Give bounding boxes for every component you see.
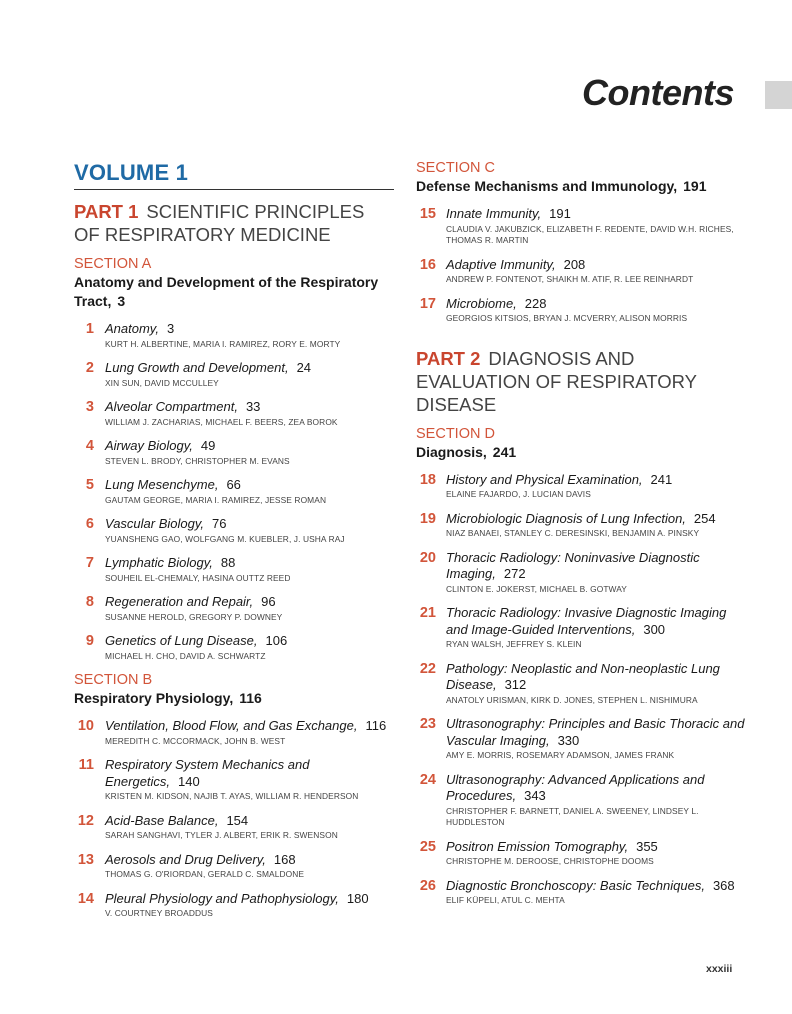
- chapter-title: Ultrasonography: Advanced Applications and Procedures,: [446, 771, 705, 803]
- chapter-authors: AMY E. MORRIS, ROSEMARY ADAMSON, JAMES FRANK: [446, 750, 675, 760]
- chapter-number: 10: [77, 718, 94, 734]
- chapter-authors: MEREDITH C. MCCORMACK, JOHN B. WEST: [105, 735, 286, 746]
- chapter-entry: [416, 296, 746, 325]
- chapter-title: Regeneration and Repair,: [105, 594, 254, 609]
- chapter-number: 9: [85, 633, 94, 649]
- chapter-title: Innate Immunity,: [446, 206, 542, 221]
- section-label: SECTION B: [74, 672, 153, 688]
- chapter-title: Alveolar Compartment,: [105, 399, 238, 414]
- chapter-number: 14: [77, 890, 94, 907]
- chapter-number: 1: [85, 321, 94, 337]
- chapter-title-line: [446, 605, 746, 638]
- chapter-title: Positron Emission Tomography,: [446, 838, 629, 854]
- chapter-title-line: [446, 472, 746, 489]
- chapter-authors: NIAZ BANAEI, STANLEY C. DERESINSKI, BENJAMIN A. PINSKY: [446, 528, 700, 538]
- chapter-number: 6: [85, 516, 94, 532]
- chapter-page: 76: [212, 516, 227, 531]
- chapter-page: 208: [563, 256, 586, 272]
- chapter-list: [416, 472, 746, 907]
- chapter-entry: [416, 550, 746, 596]
- chapter-page: 355: [636, 838, 658, 854]
- chapter-title: Vascular Biology,: [105, 516, 204, 531]
- chapter-title-line: [446, 716, 746, 749]
- part-heading: [74, 200, 394, 246]
- chapter-page: 300: [643, 621, 666, 637]
- chapter-authors: CLAUDIA V. JAKUBZICK, ELIZABETH F. REDENTE, DAVID W.H. RICHES, THOMAS R. MARTIN: [446, 223, 734, 245]
- chapter-page: 140: [178, 773, 200, 789]
- chapter-page: 33: [245, 399, 261, 414]
- chapter-page: 180: [346, 890, 369, 906]
- edge-tab-marker: [765, 81, 792, 109]
- chapter-title: Lung Mesenchyme,: [105, 477, 219, 492]
- chapter-title: Ultrasonography: Principles and Basic Thoracic and Vascular Imaging,: [446, 716, 745, 748]
- chapter-title-line: [105, 555, 394, 572]
- chapter-title: Adaptive Immunity,: [446, 256, 556, 272]
- chapter-authors: RYAN WALSH, JEFFREY S. KLEIN: [446, 639, 582, 649]
- chapter-page: 343: [524, 788, 546, 803]
- chapter-list: [74, 321, 394, 662]
- chapter-page: 241: [650, 471, 673, 487]
- chapter-number: 15: [419, 206, 436, 222]
- section-name: [416, 443, 746, 462]
- chapter-authors: CHRISTOPHER F. BARNETT, DANIEL A. SWEENEY, LINDSEY L. HUDDLESTON: [446, 805, 699, 827]
- chapter-page: 96: [261, 594, 276, 609]
- chapter-title: Respiratory System Mechanics and Energetics,: [105, 757, 310, 789]
- chapter-title-line: [105, 852, 394, 869]
- section-page: 3: [117, 293, 126, 309]
- chapter-page: 312: [504, 677, 527, 692]
- section-name-text: Anatomy and Development of the Respiratory Tract,: [74, 274, 379, 309]
- chapter-page: 228: [524, 295, 547, 311]
- chapter-page: 254: [693, 510, 716, 526]
- chapter-title-line: [105, 757, 394, 790]
- chapter-title-line: [446, 550, 746, 583]
- part-number: PART 1: [74, 201, 139, 222]
- chapter-entry: [74, 477, 394, 506]
- chapter-number: 19: [419, 510, 436, 527]
- chapter-list: [416, 206, 746, 325]
- chapter-authors: XIN SUN, DAVID MCCULLEY: [105, 377, 219, 388]
- chapter-title: Diagnostic Bronchoscopy: Basic Techniques,: [446, 877, 705, 893]
- chapter-title: Lymphatic Biology,: [105, 555, 213, 570]
- chapter-entry: [74, 891, 394, 920]
- section-name: [74, 689, 394, 708]
- chapter-authors: GAUTAM GEORGE, MARIA I. RAMIREZ, JESSE ROMAN: [105, 494, 327, 505]
- section-name: [74, 273, 394, 311]
- chapter-entry: [74, 321, 394, 350]
- section-label: SECTION A: [74, 256, 152, 272]
- chapter-title-line: [446, 296, 746, 313]
- chapter-authors: KURT H. ALBERTINE, MARIA I. RAMIREZ, RORY E. MORTY: [105, 338, 341, 349]
- chapter-title: Genetics of Lung Disease,: [105, 633, 258, 648]
- chapter-title-line: [446, 661, 746, 694]
- chapter-title-line: [446, 257, 746, 274]
- chapter-entry: [416, 839, 746, 868]
- chapter-title: Pleural Physiology and Pathophysiology,: [105, 890, 339, 906]
- chapter-number: 21: [419, 605, 436, 621]
- chapter-page: 106: [265, 633, 288, 648]
- section-name-text: Defense Mechanisms and Immunology,: [416, 178, 678, 194]
- chapter-title: Ventilation, Blood Flow, and Gas Exchange,: [105, 718, 358, 733]
- chapter-title: Acid-Base Balance,: [105, 812, 219, 828]
- chapter-title: Pathology: Neoplastic and Non-neoplastic Lung Disease,: [446, 660, 720, 692]
- chapter-title-line: [446, 878, 746, 895]
- chapter-number: 3: [85, 399, 94, 415]
- chapter-number: 8: [85, 594, 94, 610]
- section-name-text: Diagnosis,: [416, 443, 487, 460]
- chapter-title-line: [105, 594, 394, 611]
- chapter-entry: [416, 605, 746, 651]
- chapter-page: 330: [557, 732, 580, 748]
- chapter-entry: [416, 878, 746, 907]
- chapter-number: 18: [419, 471, 436, 488]
- chapter-page: 88: [220, 555, 236, 570]
- part-number: PART 2: [416, 347, 481, 369]
- chapter-title-line: [105, 360, 394, 377]
- chapter-title-line: [105, 399, 394, 416]
- chapter-title-line: [446, 839, 746, 856]
- section-page: 191: [683, 178, 707, 194]
- chapter-entry: [416, 716, 746, 762]
- chapter-title-line: [105, 891, 394, 908]
- chapter-entry: [74, 594, 394, 623]
- chapter-authors: CHRISTOPHE M. DEROOSE, CHRISTOPHE DOOMS: [446, 856, 654, 866]
- chapter-number: 24: [419, 771, 436, 788]
- chapter-title: Thoracic Radiology: Noninvasive Diagnostic Imaging,: [446, 549, 700, 581]
- chapter-number: 23: [419, 716, 436, 732]
- chapter-authors: STEVEN L. BRODY, CHRISTOPHER M. EVANS: [105, 455, 290, 466]
- chapter-authors: MICHAEL H. CHO, DAVID A. SCHWARTZ: [105, 650, 266, 661]
- chapter-entry: [416, 661, 746, 707]
- chapter-authors: V. COURTNEY BROADDUS: [105, 908, 213, 918]
- chapter-entry: [74, 516, 394, 545]
- chapter-entry: [74, 757, 394, 803]
- chapter-title: Lung Growth and Development,: [105, 360, 289, 375]
- chapter-entry: [416, 472, 746, 501]
- chapter-page: 191: [549, 206, 571, 221]
- section-page: 241: [492, 443, 517, 460]
- chapter-title: Microbiologic Diagnosis of Lung Infection,: [446, 510, 686, 526]
- chapter-entry: [416, 511, 746, 540]
- section-page: 116: [239, 690, 262, 706]
- chapter-number: 12: [77, 812, 94, 829]
- chapter-authors: WILLIAM J. ZACHARIAS, MICHAEL F. BEERS, ZEA BOROK: [105, 416, 338, 427]
- chapter-page: 272: [503, 566, 526, 581]
- section-name-text: Respiratory Physiology,: [74, 690, 234, 706]
- chapter-entry: [74, 399, 394, 428]
- chapter-title: Microbiome,: [446, 295, 517, 311]
- section-name: [416, 177, 746, 196]
- chapter-authors: SOUHEIL EL-CHEMALY, HASINA OUTTZ REED: [105, 572, 291, 583]
- chapter-authors: SUSANNE HEROLD, GREGORY P. DOWNEY: [105, 611, 283, 622]
- chapter-page: 49: [200, 438, 216, 453]
- chapter-authors: ELAINE FAJARDO, J. LUCIAN DAVIS: [446, 489, 591, 499]
- chapter-title: History and Physical Examination,: [446, 471, 643, 487]
- chapter-number: 4: [85, 438, 94, 454]
- chapter-title-line: [105, 516, 394, 533]
- chapter-number: 7: [85, 555, 94, 571]
- chapter-title: Thoracic Radiology: Invasive Diagnostic Imaging and Image-Guided Interventions,: [446, 605, 727, 637]
- section-label: SECTION C: [416, 160, 495, 176]
- chapter-entry: [74, 813, 394, 842]
- chapter-page: 24: [296, 360, 312, 375]
- chapter-entry: [416, 257, 746, 286]
- volume-heading: VOLUME 1: [74, 160, 394, 190]
- chapter-entry: [74, 852, 394, 881]
- chapter-number: 16: [419, 256, 436, 273]
- chapter-number: 11: [78, 757, 94, 773]
- chapter-number: 17: [419, 295, 436, 312]
- page-title: Contents: [582, 72, 734, 113]
- chapter-title-line: [446, 511, 746, 528]
- chapter-list: [74, 718, 394, 920]
- chapter-page: 154: [226, 812, 249, 828]
- chapter-entry: [74, 555, 394, 584]
- chapter-number: 5: [85, 477, 94, 493]
- chapter-title-line: [105, 718, 394, 735]
- chapter-number: 13: [77, 851, 94, 868]
- chapter-authors: ANATOLY URISMAN, KIRK D. JONES, STEPHEN L. NISHIMURA: [446, 694, 698, 705]
- chapter-entry: [74, 360, 394, 389]
- chapter-authors: GEORGIOS KITSIOS, BRYAN J. MCVERRY, ALISON MORRIS: [446, 313, 688, 323]
- part-heading: [416, 347, 746, 416]
- chapter-page: 368: [712, 877, 735, 893]
- chapter-title: Aerosols and Drug Delivery,: [105, 851, 266, 867]
- chapter-number: 22: [419, 660, 436, 677]
- part-title-text: DIAGNOSIS AND EVALUATION OF RESPIRATORY DISEASE: [416, 347, 697, 415]
- chapter-authors: SARAH SANGHAVI, TYLER J. ALBERT, ERIK R. SWENSON: [105, 830, 338, 840]
- chapter-title-line: [446, 206, 746, 223]
- chapter-authors: ELIF KÜPELI, ATUL C. MEHTA: [446, 895, 565, 905]
- chapter-page: 3: [166, 321, 175, 336]
- chapter-title-line: [105, 477, 394, 494]
- chapter-entry: [416, 206, 746, 247]
- chapter-number: 26: [419, 877, 436, 894]
- chapter-number: 25: [419, 838, 436, 855]
- chapter-title-line: [105, 813, 394, 830]
- chapter-title-line: [105, 633, 394, 650]
- chapter-page: 66: [226, 477, 241, 492]
- section-label: SECTION D: [416, 425, 495, 442]
- chapter-authors: KRISTEN M. KIDSON, NAJIB T. AYAS, WILLIAM R. HENDERSON: [105, 791, 359, 801]
- chapter-authors: YUANSHENG GAO, WOLFGANG M. KUEBLER, J. USHA RAJ: [105, 533, 345, 544]
- chapter-number: 20: [419, 549, 436, 566]
- chapter-title: Airway Biology,: [105, 438, 193, 453]
- chapter-title-line: [105, 438, 394, 455]
- chapter-authors: ANDREW P. FONTENOT, SHAIKH M. ATIF, R. LEE REINHARDT: [446, 274, 694, 284]
- chapter-title-line: [446, 772, 746, 805]
- chapter-entry: [416, 772, 746, 829]
- chapter-authors: CLINTON E. JOKERST, MICHAEL B. GOTWAY: [446, 583, 627, 594]
- chapter-number: 2: [85, 360, 94, 376]
- chapter-page: 116: [365, 718, 387, 733]
- chapter-title-line: [105, 321, 394, 338]
- chapter-page: 168: [273, 851, 296, 867]
- chapter-entry: [74, 718, 394, 747]
- right-column: [416, 160, 746, 917]
- chapter-entry: [74, 633, 394, 662]
- chapter-title: Anatomy,: [105, 321, 159, 336]
- chapter-entry: [74, 438, 394, 467]
- left-column: [74, 160, 394, 930]
- chapter-authors: THOMAS G. O'RIORDAN, GERALD C. SMALDONE: [105, 869, 305, 879]
- page-number: xxxiii: [706, 963, 733, 975]
- part-title-text: SCIENTIFIC PRINCIPLES OF RESPIRATORY MEDICINE: [74, 201, 365, 245]
